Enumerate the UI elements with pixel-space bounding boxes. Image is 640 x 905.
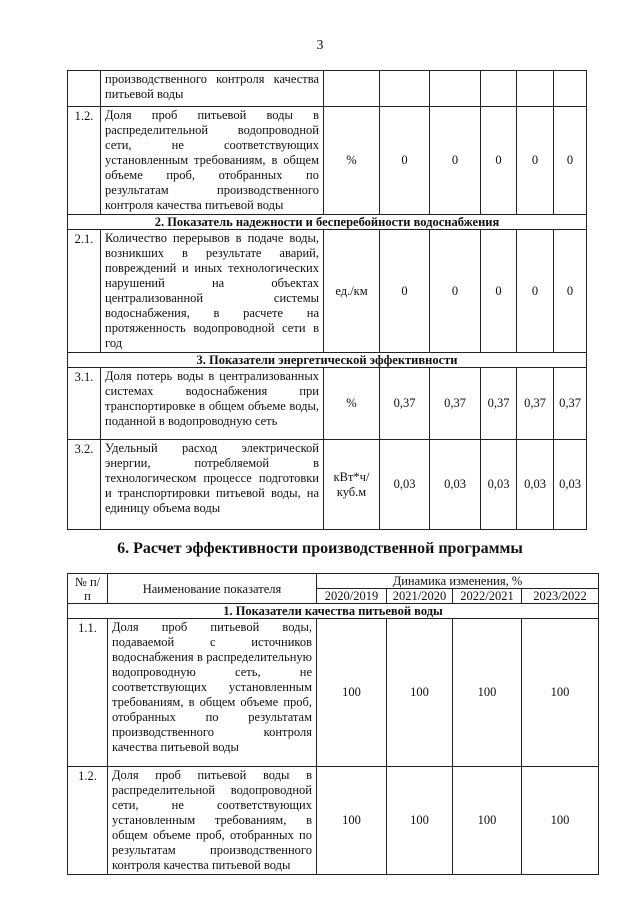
unit-cell [324, 71, 380, 107]
value-cell: 0 [554, 230, 587, 353]
row-number: 1.2. [68, 107, 101, 215]
section-heading: 3. Показатели энергетической эффективности [68, 353, 587, 368]
indicator-values-table [67, 70, 587, 530]
period-header: 2021/2020 [387, 589, 453, 604]
value-cell: 0 [517, 107, 554, 215]
value-cell: 0,03 [517, 440, 554, 530]
value-cell: 0 [554, 107, 587, 215]
value-cell: 0,03 [380, 440, 430, 530]
row-number: 2.1. [68, 230, 101, 353]
section-row [68, 215, 587, 230]
unit-cell: % [324, 368, 380, 440]
value-cell [517, 71, 554, 107]
section-heading: 2. Показатель надежности и бесперебойности водоснабжения [68, 215, 587, 230]
unit-cell: % [324, 107, 380, 215]
value-cell: 100 [453, 619, 522, 767]
row-number: 3.2. [68, 440, 101, 530]
value-cell [554, 71, 587, 107]
value-cell: 100 [317, 619, 387, 767]
indicator-name: Удельный расход электрической энергии, потребляемой в технологическом процессе подготовки и транспортировки питьевой воды, на единицу объема воды [101, 440, 324, 530]
value-cell: 100 [522, 767, 599, 875]
value-cell: 100 [317, 767, 387, 875]
value-cell [380, 71, 430, 107]
table-row [68, 368, 587, 440]
value-cell: 0 [517, 230, 554, 353]
indicator-name: Доля проб питьевой воды в распределительной водопроводной сети, не соответствующих установленным требованиям, в общем объеме проб, отобранных по результатам производственного контроля качества питьевой воды [108, 767, 317, 875]
value-cell: 0,03 [430, 440, 481, 530]
table-row [68, 619, 599, 767]
indicator-name: Доля потерь воды в централизованных системах водоснабжения при транспортировке в общем объеме воды, поданной в водопроводную сеть [101, 368, 324, 440]
value-cell: 0,03 [481, 440, 517, 530]
row-number: 1.2. [68, 767, 108, 875]
value-cell: 100 [387, 619, 453, 767]
page-number: 3 [316, 38, 324, 53]
value-cell: 0,37 [430, 368, 481, 440]
indicator-name-header: Наименование показателя [108, 574, 317, 604]
unit-cell: ед./км [324, 230, 380, 353]
indicator-name: Доля проб питьевой воды, подаваемой с источников водоснабжения в распределительную водопроводную сеть, не соответствующих установленным требованиям, в общем объеме проб, отобранных по результатам производственного контроля качества питьевой воды [108, 619, 317, 767]
value-cell: 100 [522, 619, 599, 767]
value-cell: 0 [481, 107, 517, 215]
table-row [68, 440, 587, 530]
period-header: 2023/2022 [522, 589, 599, 604]
row-number: 3.1. [68, 368, 101, 440]
indicator-name: Количество перерывов в подаче воды, возникших в результате аварий, повреждений и иных технологических нарушений на объектах централизованной системы водоснабжения, в расчете на протяженность водопроводной сети в год [101, 230, 324, 353]
section-title: 6. Расчет эффективности производственной программы [117, 540, 523, 557]
value-cell: 0 [481, 230, 517, 353]
table-row [68, 230, 587, 353]
row-number: 1.1. [68, 619, 108, 767]
period-header: 2022/2021 [453, 589, 522, 604]
value-cell: 0,37 [554, 368, 587, 440]
table-row [68, 767, 599, 875]
value-cell: 0,03 [554, 440, 587, 530]
dynamics-header: Динамика изменения, % [317, 574, 599, 589]
unit-cell: кВт*ч/ куб.м [324, 440, 380, 530]
value-cell: 100 [453, 767, 522, 875]
row-number [68, 71, 101, 107]
table-row [68, 71, 587, 107]
section-row [68, 353, 587, 368]
value-cell: 0 [430, 107, 481, 215]
value-cell: 0 [380, 107, 430, 215]
value-cell [481, 71, 517, 107]
indicator-name: производственного контроля качества питьевой воды [101, 71, 324, 107]
value-cell: 0 [380, 230, 430, 353]
period-header: 2020/2019 [317, 589, 387, 604]
value-cell: 0,37 [517, 368, 554, 440]
value-cell: 100 [387, 767, 453, 875]
table-row [68, 107, 587, 215]
section-heading: 1. Показатели качества питьевой воды [68, 604, 599, 619]
efficiency-calculation-table [67, 573, 599, 875]
value-cell: 0,37 [380, 368, 430, 440]
section-row [68, 604, 599, 619]
value-cell [430, 71, 481, 107]
value-cell: 0,37 [481, 368, 517, 440]
number-header: № п/п [68, 574, 108, 604]
value-cell: 0 [430, 230, 481, 353]
indicator-name: Доля проб питьевой воды в распределительной водопроводной сети, не соответствующих установленным требованиям, в общем объеме проб, отобранных по результатам производственного контроля качества питьевой воды [101, 107, 324, 215]
